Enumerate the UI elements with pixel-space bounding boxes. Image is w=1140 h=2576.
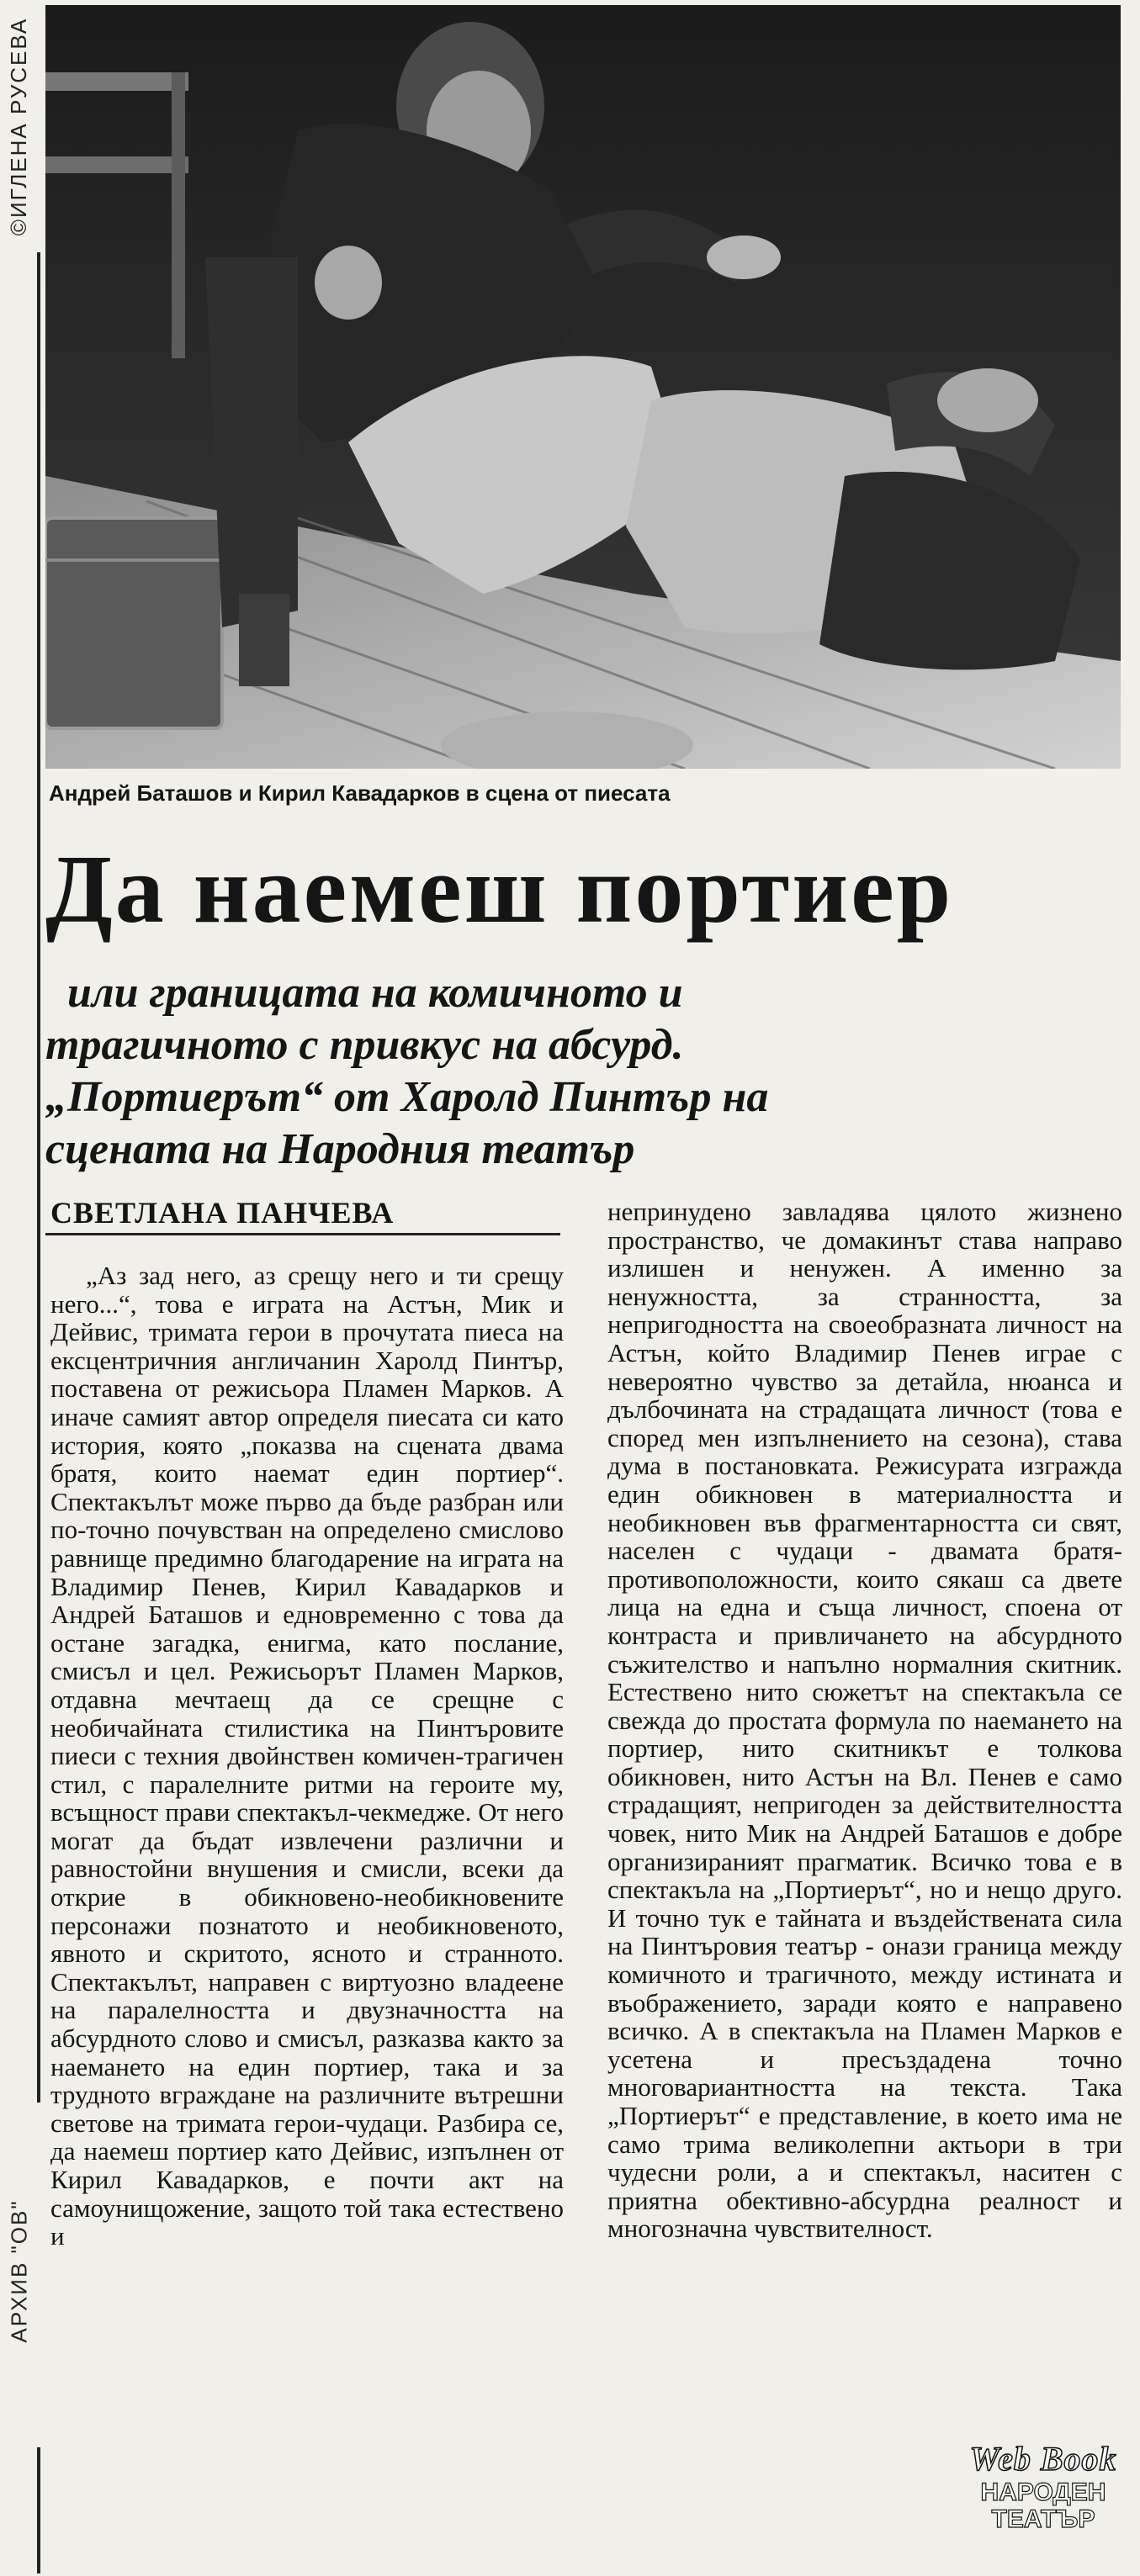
left-margin-rule	[37, 252, 40, 2103]
subtitle	[45, 967, 1080, 1176]
logo-script: Web Book	[969, 2440, 1117, 2478]
logo-line: НАРОДЕН	[980, 2478, 1106, 2506]
article-column-right	[607, 1198, 1122, 2243]
photo-credit: ©ИГЛЕНА РУСЕВА	[6, 17, 32, 235]
archive-credit: АРХИВ "ОВ"	[6, 2198, 32, 2343]
subtitle-line: „Портиерът“ от Харолд Пинтър на	[45, 1073, 769, 1121]
article-paragraph: „Аз зад него, аз срещу него и ти срещу него...“, това е играта на Астън, Мик и Дейвис, тримата герои в прочутата пиеса на ексцентричния англичанин Харолд Пинтър, поставена от режисьора Пламен Марков. А иначе самият автор определя пиесата си като история, която „показва на сцената двама братя, които наемат един портиер“. Спектакълът може първо да бъде разбран или по-точно почувстван на определено смислово равнище предимно благодарение на играта на Владимир Пенев, Кирил Кавадарков и Андрей Баташов и едновременно с това да остане загадка, енигма, като послание, смисъл и цел. Режисьорът Пламен Марков, отдавна мечтаещ да се срещне с необичайната стилистика на Пинтъровите пиеси с техния двойнствен комичен-трагичен стил, с паралелните ритми на героите му, всъщност прави спектакъл-чекмедже. От него могат да бъдат извлечени различни и равностойни внушения и смисли, всеки да открие в обикновено-необикновените персонажи познатото и необикновеното, явното и скритото, ясното и странното. Спектакълът, направен с виртуозно владеене на паралелността и двузначността на абсурдното слово и смисъл, разказва както за наемането на един портиер, така и за трудното вграждане на различните вътрешни светове на тримата герои-чудаци. Разбира се, да наемеш портиер като Дейвис, изпълнен от Кирил Кавадарков, е почти акт на самоунищожение, защото той така естествено и	[50, 1261, 564, 2251]
logo-text	[959, 2479, 1127, 2533]
subtitle-line: или границата на комичното и	[67, 969, 683, 1017]
logo-line: ТЕАТЪР	[991, 2505, 1095, 2533]
stage-photo	[45, 5, 1121, 769]
subtitle-line: трагичното с привкус на абсурд.	[45, 1021, 684, 1069]
subtitle-line: сцената на Народния театър	[45, 1125, 635, 1173]
national-theatre-logo	[959, 2439, 1127, 2565]
author-byline: СВЕТЛАНА ПАНЧЕВА	[50, 1196, 395, 1230]
left-margin-rule-lower	[37, 2447, 40, 2573]
photo-caption: Андрей Баташов и Кирил Кавадарков в сцена от пиесата	[49, 780, 671, 806]
byline-underline	[45, 1233, 560, 1235]
article-paragraph: непринудено завладява цялото жизнено пространство, че домакинът става направо излишен и ненужен. А именно за ненужността, за странността, за непригодността на своеобразната личност на Астън, който Владимир Пенев играе с невероятно чувство за детайла, нюанса и дълбочината на страдащата личност (това е според мен изпълнението на сезона), става дума в постановката. Режисурата изгражда един обикновен в материалността и необикновен във фрагментарността си свят, населен с чудаци - двамата братя-противоположности, които сякаш са двете лица на една и съща личност, споена от контраста и привличането на абсурдното съжителство и напълно нормалния скитник. Естествено нито сюжетът на спектакъла се свежда до простата формула по наемането на портиер, нито скитникът е толкова обикновен, нито Астън на Вл. Пенев е само страдащият, непригоден за действителността човек, нито Мик на Андрей Баташов е добре организираният прагматик. Всичко това е в спектакъла на „Портиерът“, но и нещо друго. И точно тук е тайната и въздействената сила на Пинтъровия театър - онази граница между комичното и трагичното, между истината и въображението, заради която е направено всичко. А в спектакъла на Пламен Марков е усетена и пресъздадена точно многовариантността на текста. Така „Портиерът“ е представление, в което има не само трима великолепни актьори в три чудесни роли, а и спектакъл, наситен с приятна обективно-абсурдна реалност и многозначна чувствителност.	[607, 1197, 1122, 2244]
headline: Да наемеш портиер	[45, 836, 954, 944]
article-column-left	[50, 1262, 564, 2251]
